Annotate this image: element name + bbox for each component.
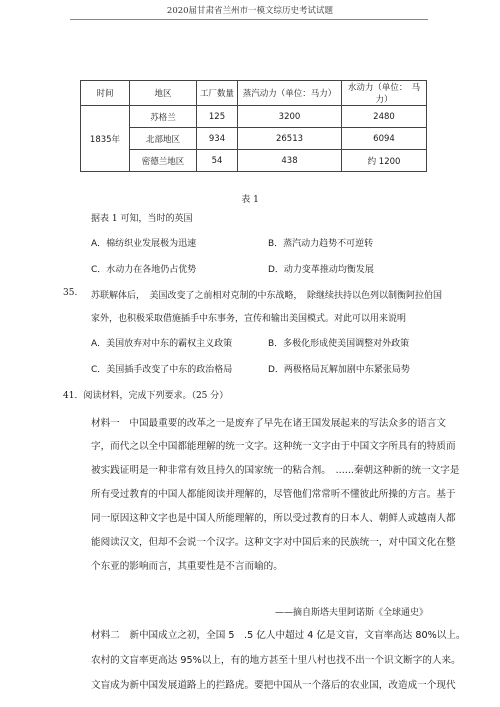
material-two-line: 材料二 新中国成立之初，全国 5 .5 亿人中超过 4 亿是文盲，文盲率高达 80%以上。	[91, 630, 466, 641]
material-one-line: 所有受过教育的中国人都能阅读并理解的，尽管他们常常听不懂彼此所操的方言。基于	[91, 489, 456, 500]
q34-stem: 据表 1 可知，当时的英国	[91, 214, 193, 224]
q35-option-b: B．多极化形成使美国调整对外政策	[268, 339, 410, 349]
water-cell: 2480	[342, 106, 427, 128]
table-row	[81, 150, 427, 172]
material-one-line: 材料一 中国最重要的改革之一是废弃了早先在诸王国发展起来的写法众多的语言文	[91, 418, 446, 429]
table-header-row	[81, 81, 427, 106]
q34-option-a: A．棉纺织业发展极为迅速	[91, 239, 197, 249]
material-two-line: 文盲成为新中国发展道路上的拦路虎。要把中国从一个落后的农业国，改造成一个现代	[91, 680, 456, 691]
region-cell: 北部地区	[130, 128, 197, 150]
steam-cell: 26513	[238, 128, 342, 150]
q34-option-b: B．蒸汽动力趋势不可逆转	[268, 239, 374, 249]
q34-option-c: C．水动力在各地仍占优势	[91, 265, 197, 275]
region-cell: 密德兰地区	[130, 150, 197, 172]
q35-number: 35.	[63, 288, 78, 298]
material-one-line: 个东亚的影响而言，其重要性是不言而喻的。	[91, 561, 283, 572]
steam-cell: 3200	[238, 106, 342, 128]
column-header: 蒸汽动力（单位：马力）	[238, 81, 342, 106]
column-header: 水动力（单位： 马力）	[342, 81, 427, 106]
q41-intro: 41．阅读材料，完成下列要求。（25 分）	[63, 391, 229, 401]
column-header: 时间	[81, 81, 130, 106]
table-row	[81, 106, 427, 128]
material-one-source: ——摘自斯塔夫里阿诺斯《全球通史》	[274, 608, 428, 618]
material-one-line: 字，而代之以全中国都能理解的统一文字。这种统一文字由于中国文字所具有的特质而	[91, 441, 456, 452]
factories-cell: 125	[197, 106, 238, 128]
material-one-line: 被实践证明是一种非常有效且持久的国家统一的粘合剂。 ......秦朝这种新的统一文字是	[91, 465, 460, 476]
q35-stem-line: 苏联解体后， 美国改变了之前相对克制的中东战略， 除继续扶持以色列以制衡阿拉伯国	[91, 291, 443, 301]
factories-cell: 54	[197, 150, 238, 172]
steam-cell: 438	[238, 150, 342, 172]
table-row	[81, 128, 427, 150]
factory-table	[80, 80, 427, 172]
water-cell: 约 1200	[342, 150, 427, 172]
column-header: 工厂数量	[197, 81, 238, 106]
column-header: 地区	[130, 81, 197, 106]
q35-option-a: A．美国放弃对中东的霸权主义政策	[91, 339, 233, 349]
q35-stem-line: 家外，也积极采取借施插手中东事务，宣传和输出美国模式。对此可以用来说明	[91, 314, 407, 324]
time-cell: 1835年	[81, 106, 130, 172]
q35-option-d: D．两极格局瓦解加剧中东紧张局势	[268, 365, 410, 375]
material-one-line: 能阅读汉文，但却不会说一个汉字。这种文字对中国后来的民族统一，对中国文化在整	[91, 537, 456, 548]
q35-option-c: C．美国插手改变了中东的政治格局	[91, 365, 233, 375]
factories-cell: 934	[197, 128, 238, 150]
material-two-line: 农村的文盲率更高达 95%以上，有的地方甚至十里八村也找不出一个识文断字的人来。	[91, 655, 461, 666]
q34-option-d: D．动力变革推动均衡发展	[268, 265, 374, 275]
region-cell: 苏格兰	[130, 106, 197, 128]
page-header: 2020届甘肃省兰州市一模文综历史考试试题	[166, 6, 334, 16]
header-divider	[70, 19, 428, 20]
water-cell: 6094	[342, 128, 427, 150]
table-caption: 表 1	[241, 195, 259, 205]
material-one-line: 同一原因这种文字也是中国人所能理解的，所以受过教育的日本人、朝鲜人或越南人都	[91, 513, 456, 524]
